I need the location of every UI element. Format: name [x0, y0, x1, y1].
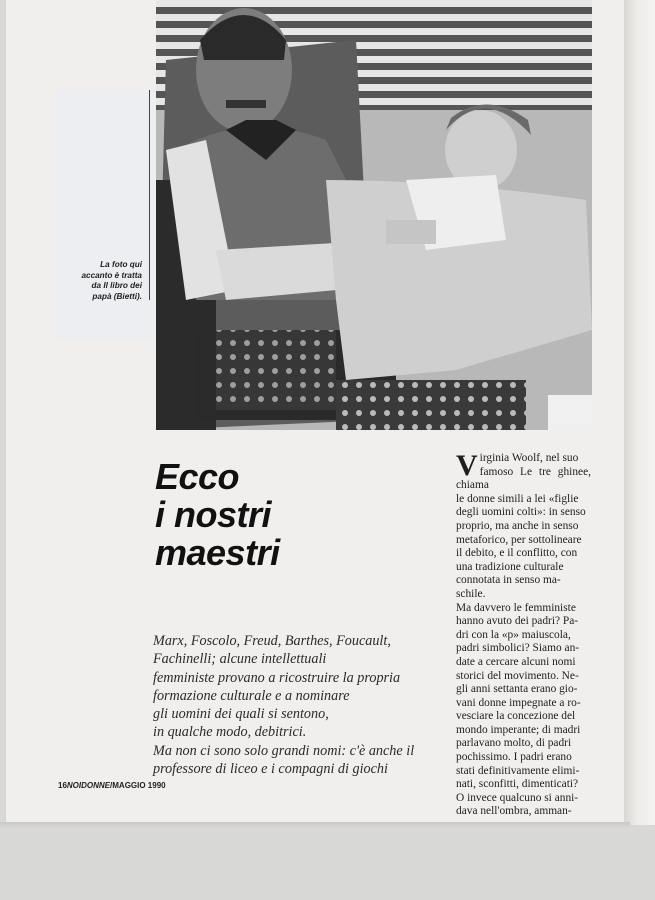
body-line: degli uomini colti»: in senso — [456, 506, 586, 519]
caption-line: accanto è tratta — [81, 270, 142, 280]
standfirst-line: Ma non ci sono solo grandi nomi: c'è anche il — [153, 742, 415, 759]
body-line: stati definitivamente elimi- — [456, 764, 580, 777]
standfirst-line: professore di liceo e i compagni di giochi — [153, 761, 388, 778]
standfirst-line: Marx, Foscolo, Freud, Barthes, Foucault, — [153, 633, 391, 649]
article-standfirst — [153, 632, 443, 778]
body-column — [456, 449, 591, 819]
caption-line: papà (Bietti). — [92, 291, 142, 301]
body-line: gli anni settanta erano gio- — [456, 683, 578, 696]
standfirst-line: femministe provano a ricostruire la propria — [153, 669, 401, 686]
next-page-edge — [624, 0, 655, 825]
body-line: le donne simili a lei «figlie — [456, 492, 579, 505]
body-line: vani donne impegnate a ro- — [456, 696, 581, 709]
standfirst-line: Fachinelli; alcune intellettuali — [153, 651, 327, 668]
page-bottom-shadow — [0, 822, 630, 828]
body-line: famoso Le tre ghinee, chiama — [456, 465, 591, 492]
headline-line: maestri — [155, 532, 280, 573]
standfirst-line: formazione culturale e a nominare — [153, 687, 350, 704]
father-and-child-photo-icon — [156, 0, 592, 430]
standfirst-line: gli uomini dei quali si sentono, — [153, 706, 329, 723]
caption-line: da Il libro dei — [91, 281, 142, 290]
faded-column-strip — [56, 90, 151, 340]
body-line: O invece qualcuno si anni- — [456, 791, 579, 804]
body-paragraph-2 — [456, 602, 591, 820]
body-line: storici del movimento. Ne- — [456, 669, 579, 682]
article-headline — [155, 458, 280, 572]
photo-father-with-child — [156, 0, 592, 430]
body-line: parlavano molto, di padri — [456, 737, 572, 750]
headline-line: Ecco — [155, 456, 240, 497]
page-number: 16 — [58, 781, 67, 790]
body-line: vesciare la concezione del — [456, 710, 576, 723]
body-line: mondo imperante; di madri — [456, 723, 581, 736]
body-line: schile. — [456, 587, 486, 600]
body-line: il debito, e il conflitto, con — [456, 547, 578, 560]
caption-rule — [149, 90, 150, 300]
magazine-name: NOIDONNE — [66, 781, 111, 790]
body-line: padri simbolici? Siamo an- — [456, 642, 580, 655]
page-footer — [58, 781, 166, 790]
body-line: irginia Woolf, nel suo — [479, 452, 579, 464]
body-line: proprio, ma anche in senso — [456, 519, 579, 532]
body-line: una tradizione culturale — [456, 560, 564, 573]
body-line: Ma davvero le femministe — [456, 601, 576, 614]
body-line: pochissimo. I padri erano — [456, 751, 572, 764]
body-line: dri con la «p» maiuscola, — [456, 628, 571, 641]
body-line: nati, sconfitti, dimenticati? — [456, 778, 579, 791]
caption-line: La foto qui — [100, 260, 142, 269]
body-line: connotata in senso ma- — [456, 574, 561, 587]
body-line: metaforico, per sottolineare — [456, 533, 582, 546]
photo-caption — [56, 260, 142, 302]
standfirst-line: in qualche modo, debitrici. — [153, 724, 307, 741]
issue-date: /MAGGIO 1990 — [110, 781, 166, 790]
body-line: date a cercare alcuni nomi — [456, 655, 576, 668]
body-line: dava nell'ombra, amman- — [456, 805, 572, 818]
headline-line: i nostri — [155, 494, 272, 535]
drop-cap: V — [456, 449, 478, 482]
body-line: hanno avuto dei padri? Pa- — [456, 615, 579, 628]
